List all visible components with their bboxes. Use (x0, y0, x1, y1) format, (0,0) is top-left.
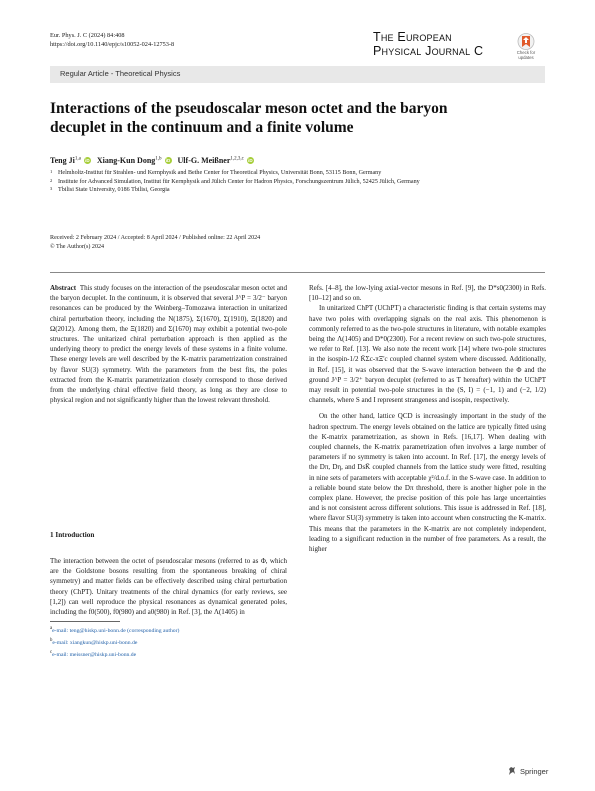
paragraph: Refs. [4–8], the low-lying axial-vector mesons in Ref. [9], the D*s0(2300) in Refs. [10–12] and so on. (309, 284, 546, 303)
author-list (50, 156, 257, 165)
dates-line: Received: 2 February 2024 / Accepted: 8 April 2024 / Published online: 22 April 2024 (50, 235, 261, 241)
copyright-line: © The Author(s) 2024 (50, 243, 105, 250)
orcid-icon[interactable]: iD (165, 158, 171, 163)
intro-paragraph (50, 556, 287, 617)
bookmark-icon (512, 33, 540, 50)
right-column (309, 283, 546, 554)
publication-dates (50, 234, 260, 251)
footnote-item[interactable]: $^a$e-mail: teng@hiskp.uni-bonn.de (corresponding author) (50, 626, 180, 634)
paragraph: In unitarized ChPT (UChPT) a characteristic finding is that certain systems may have two poles with overlapping signals on the real axis. This phenomenon is commonly referred to as the two-pole structures in literature, with notable examples being the Λ(1405) and D*0(2300). For a recent review on such two-pole structures, we refer to Ref. [13]. We also note the recent work [14] where two-pole structures in the isospin-1/2 K̄Σc-πΞ'c coupled channel system where discussed. Additionally, in Ref. [15], it was observed that the S-wave interaction between the Φ and the ground J^P = 3/2⁺ baryon decuplet (referred to as T hereafter) within the UChPT may result in potential two-pole structures in the (S, I) = (−1, 1) and (−2, 1/2) channels, where S and I represent strangeness and isospin, respectively. (309, 304, 546, 405)
divider (50, 272, 545, 273)
abstract (50, 283, 287, 405)
springer-horse-icon (507, 766, 517, 776)
paragraph: On the other hand, lattice QCD is increasingly important in the study of the hadron spectrum. The energy levels obtained on the lattice are typically fitted using the K-matrix parametrization, as shown in Refs. [16,17]. When dealing with coupled channels, the K-matrix parametrization often involves a large number of parameters if no symmetry is taken into account. In Ref. [17], the energy levels of the Dπ, Dη, and DsK̄ coupled channels from the lattice study were fitted, resulting in nine sets of parameters with acceptable χ²/d.o.f. in the S-wave case. In addition to a reliable bound state below the Dπ threshold, there is another higher pole in the complex plane. However, the precise position of this pole has large uncertainties and is not consistent across different solutions. This issue is addressed in Ref. [18], where flavor SU(3) symmetry is taken into account when constructing the K-matrix. This means that the parameters in the K-matrix are not completely independent, leading to a significant reduction in the number of free parameters. As a result, the higher (309, 412, 546, 554)
section-heading: 1 Introduction (50, 531, 95, 539)
article-type: Regular Article - Theoretical Physics (60, 69, 181, 78)
author-name[interactable]: Teng Ji$^{1,a}$ (50, 156, 81, 165)
affiliations (50, 169, 550, 195)
article-type-bar (50, 66, 545, 83)
abstract-text: This study focuses on the interaction of the pseudoscalar meson octet and the baryon decuplet. In the continuum, it is observed that several J^P = 3/2⁻ baryon resonances can be produced by the Weinberg–Tomozawa interaction in unitarized chiral perturbation theory, including the N(1875), Σ(1670), Σ(1910), Ξ(1820) and Ω(2012). Among them, the Ξ(1820) and Σ(1670) may exhibit a potential two-pole structures. The unitarized chiral perturbation approach is then applied as the underlying theory to predict the energy levels of these systems in a finite volume. These energy levels are well described by the K-matrix parametrization constrained by flavor SU(3) symmetry. With the parameters from the best fits, the poles extracted from the K-matrix parametrization closely correspond to those derived from the underlying chiral effective field theory, as long as they are close to physical region and not significantly higher than the lowest relevant threshold. (50, 284, 287, 405)
citation-block (50, 32, 174, 49)
affiliation-item: 1 Helmholtz-Institut für Strahlen- und Kernphysik and Bethe Center for Theoretical Physics, Universität Bonn, 53115 Bonn, Germany (50, 169, 382, 176)
footnotes (50, 624, 290, 661)
affiliation-item: 2 Institute for Advanced Simulation, Institut für Kernphysik and Jülich Center for Hadron Physics, Forschungszentrum Jülich, 52425 Jülich, Germany (50, 177, 420, 185)
abstract-label: Abstract (50, 284, 77, 292)
author-name[interactable]: Xiang-Kun Dong$^{1,b}$ (96, 156, 162, 165)
footnote-item[interactable]: $^c$e-mail: meissner@hiskp.uni-bonn.de (50, 650, 137, 659)
publisher-name: Springer (520, 766, 549, 776)
journal-line-1: The European (373, 30, 452, 44)
doi-link[interactable]: https://doi.org/10.1140/epjc/s10052-024-12753-8 (50, 40, 175, 48)
journal-line-2: Physical Journal C (373, 44, 484, 58)
affiliation-item: 3 Tbilisi State University, 0186 Tbilisi, Georgia (50, 186, 170, 194)
footnote-item[interactable]: $^b$e-mail: xiangkun@hiskp.uni-bonn.de (50, 638, 138, 647)
orcid-icon[interactable]: iD (85, 158, 90, 163)
intro-text: The interaction between the octet of pseudoscalar mesons (referred to as Φ, which are the Goldstone bosons resulting from the spontaneous breaking of chiral symmetry) and matter fields can be effectively described using chiral perturbation theory (ChPT). Unitary treatments of the chiral dynamics (for early reviews, see [1,2]) can well reproduce the physical resonances as dynamical generated poles, including the f0(500), f0(980) and a0(980) in Ref. [3], the Λ(1405) in (50, 557, 287, 617)
badge-label: Check for updates (516, 50, 536, 60)
journal-logo (373, 30, 483, 58)
author-name[interactable]: Ulf-G. Meißner$^{1,2,3,c}$ (177, 156, 244, 165)
citation-line: Eur. Phys. J. C (2024) 84:408 (50, 32, 125, 39)
paper-title: Interactions of the pseudoscalar meson octet and the baryon decuplet in the continuum and a finite volume (50, 100, 448, 136)
orcid-icon[interactable]: iD (248, 158, 253, 163)
check-for-updates-badge[interactable] (512, 33, 540, 63)
footnote-divider (50, 621, 120, 622)
publisher-logo (507, 766, 548, 776)
